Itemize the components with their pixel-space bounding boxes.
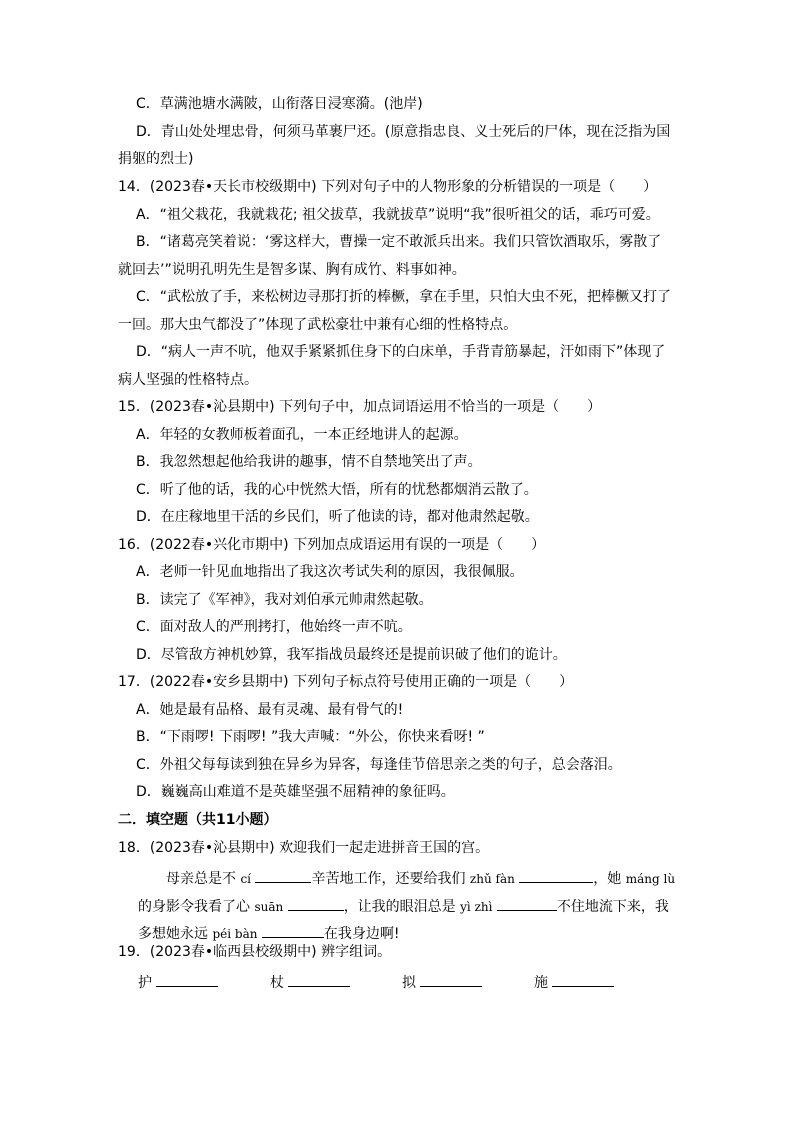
q14-option-c-cont: 一回。那大虫气都没了”体现了武松豪壮中兼有心细的性格特点。 bbox=[118, 317, 518, 333]
q18-text: 的身影令我看了心 bbox=[138, 899, 250, 915]
q15-option-d: D．在庄稼地里干活的乡民们，听了他读的诗，都对他肃然起敬。 bbox=[136, 509, 539, 525]
pinyin: zhǔ fàn bbox=[469, 872, 515, 886]
answer-blank[interactable] bbox=[519, 866, 593, 883]
q15-stem: 15．(2023春•沁县期中) 下列句子中，加点词语运用不恰当的一项是（ ） bbox=[118, 399, 602, 415]
q14-option-b: B．“诸葛亮笑着说：‘雾这样大，曹操一定不敢派兵出来。我们只管饮酒取乐，雾散了 bbox=[136, 234, 662, 250]
pinyin: suān bbox=[254, 900, 284, 914]
pinyin: cí bbox=[240, 872, 252, 886]
section-heading: 二．填空题（共11小题） bbox=[118, 812, 278, 828]
q16-stem: 16．(2022春•兴化市期中) 下列加点成语运用有误的一项是（ ） bbox=[118, 537, 546, 553]
q19-char: 拟 bbox=[402, 975, 416, 991]
q17-option-a: A．她是最有品格、最有灵魂、最有骨气的! bbox=[136, 702, 404, 718]
answer-blank[interactable] bbox=[497, 894, 557, 911]
pinyin: péi bàn bbox=[212, 927, 258, 941]
q18-stem: 18．(2023春•沁县期中) 欢迎我们一起走进拼音王国的宫。 bbox=[118, 840, 490, 856]
q16-option-c: C．面对敌人的严刑拷打，他始终一声不吭。 bbox=[136, 619, 412, 635]
q16-option-b: B．读完了《军神》，我对刘伯承元帅肃然起敬。 bbox=[136, 592, 433, 608]
answer-blank[interactable] bbox=[255, 866, 311, 883]
q15-option-a: A．年轻的女教师板着面孔，一本正经地讲人的起源。 bbox=[136, 427, 468, 443]
q15-option-c: C．听了他的话，我的心中恍然大悟，所有的忧愁都烟消云散了。 bbox=[136, 482, 538, 498]
q13-option-c: C．草满池塘水满陂，山衔落日浸寒漪。(池岸) bbox=[136, 96, 423, 112]
q17-option-b: B．“下雨啰! 下雨啰! ”我大声喊：“外公，你快来看呀! ” bbox=[136, 729, 485, 745]
answer-blank[interactable] bbox=[156, 970, 218, 987]
q18-text: ，她 bbox=[593, 871, 622, 887]
q14-option-c: C．“武松放了手，来松树边寻那打折的棒橛，拿在手里，只怕大虫不死，把棒橛又打了 bbox=[136, 289, 672, 305]
q17-stem: 17．(2022春•安乡县期中) 下列句子标点符号使用正确的一项是（ ） bbox=[118, 674, 574, 690]
q19-item bbox=[534, 970, 666, 993]
answer-blank[interactable] bbox=[420, 970, 482, 987]
q19-row bbox=[138, 970, 666, 993]
q18-text: 在我身边啊! bbox=[323, 926, 400, 942]
answer-blank[interactable] bbox=[288, 970, 350, 987]
q13-option-d: D．青山处处埋忠骨，何须马革裹尸还。(原意指忠良、义士死后的尸体，现在泛指为国 bbox=[136, 124, 671, 140]
q18-line-2 bbox=[138, 894, 669, 917]
pinyin: yì zhì bbox=[460, 900, 493, 914]
q13-option-d-cont: 捐躯的烈士) bbox=[118, 151, 194, 167]
q18-text: 不住地流下来，我 bbox=[556, 899, 669, 915]
q19-char: 施 bbox=[534, 975, 548, 991]
q14-option-a: A．“祖父栽花，我就栽花; 祖父拔草，我就拔草”说明“我”很听祖父的话，乖巧可爱。 bbox=[136, 207, 660, 223]
q19-stem: 19．(2023春•临西县校级期中) 辨字组词。 bbox=[118, 944, 392, 960]
answer-blank[interactable] bbox=[262, 921, 324, 938]
q14-option-d: D．“病人一声不吭，他双手紧紧抓住身下的白床单，手背青筋暴起，汗如雨下”体现了 bbox=[136, 344, 666, 360]
q19-item bbox=[138, 970, 270, 993]
q14-stem: 14．(2023春•天长市校级期中) 下列对句子中的人物形象的分析错误的一项是（ ） bbox=[118, 179, 658, 195]
q17-option-c: C．外祖父每每读到独在异乡为异客，每逢佳节倍思亲之类的句子，总会落泪。 bbox=[136, 757, 622, 773]
q16-option-a: A．老师一针见血地指出了我这次考试失利的原因，我很佩服。 bbox=[136, 564, 524, 580]
q14-option-b-cont: 就回去’”说明孔明先生是智多谋、胸有成竹、料事如神。 bbox=[118, 262, 466, 278]
q18-text: 多想她永远 bbox=[138, 926, 208, 942]
q19-char: 护 bbox=[138, 975, 152, 991]
q17-option-d: D．巍巍高山难道不是英雄坚强不屈精神的象征吗。 bbox=[136, 784, 455, 800]
q18-text: 母亲总是不 bbox=[166, 871, 236, 887]
q16-option-d: D．尽管敌方神机妙算，我军指战员最终还是提前识破了他们的诡计。 bbox=[136, 647, 567, 663]
q18-line-3 bbox=[138, 921, 400, 944]
q18-line-1 bbox=[166, 866, 675, 889]
q14-option-d-cont: 病人坚强的性格特点。 bbox=[118, 372, 258, 388]
q18-text: ，让我的眼泪总是 bbox=[343, 899, 456, 915]
q19-char: 杖 bbox=[270, 975, 284, 991]
q19-item bbox=[402, 970, 534, 993]
q15-option-b: B．我忽然想起他给我讲的趣事，情不自禁地笑出了声。 bbox=[136, 454, 482, 470]
q18-text: 辛苦地工作，还要给我们 bbox=[311, 871, 466, 887]
q19-item bbox=[270, 970, 402, 993]
pinyin: máng lù bbox=[625, 872, 676, 886]
answer-blank[interactable] bbox=[552, 970, 614, 987]
answer-blank[interactable] bbox=[288, 894, 344, 911]
